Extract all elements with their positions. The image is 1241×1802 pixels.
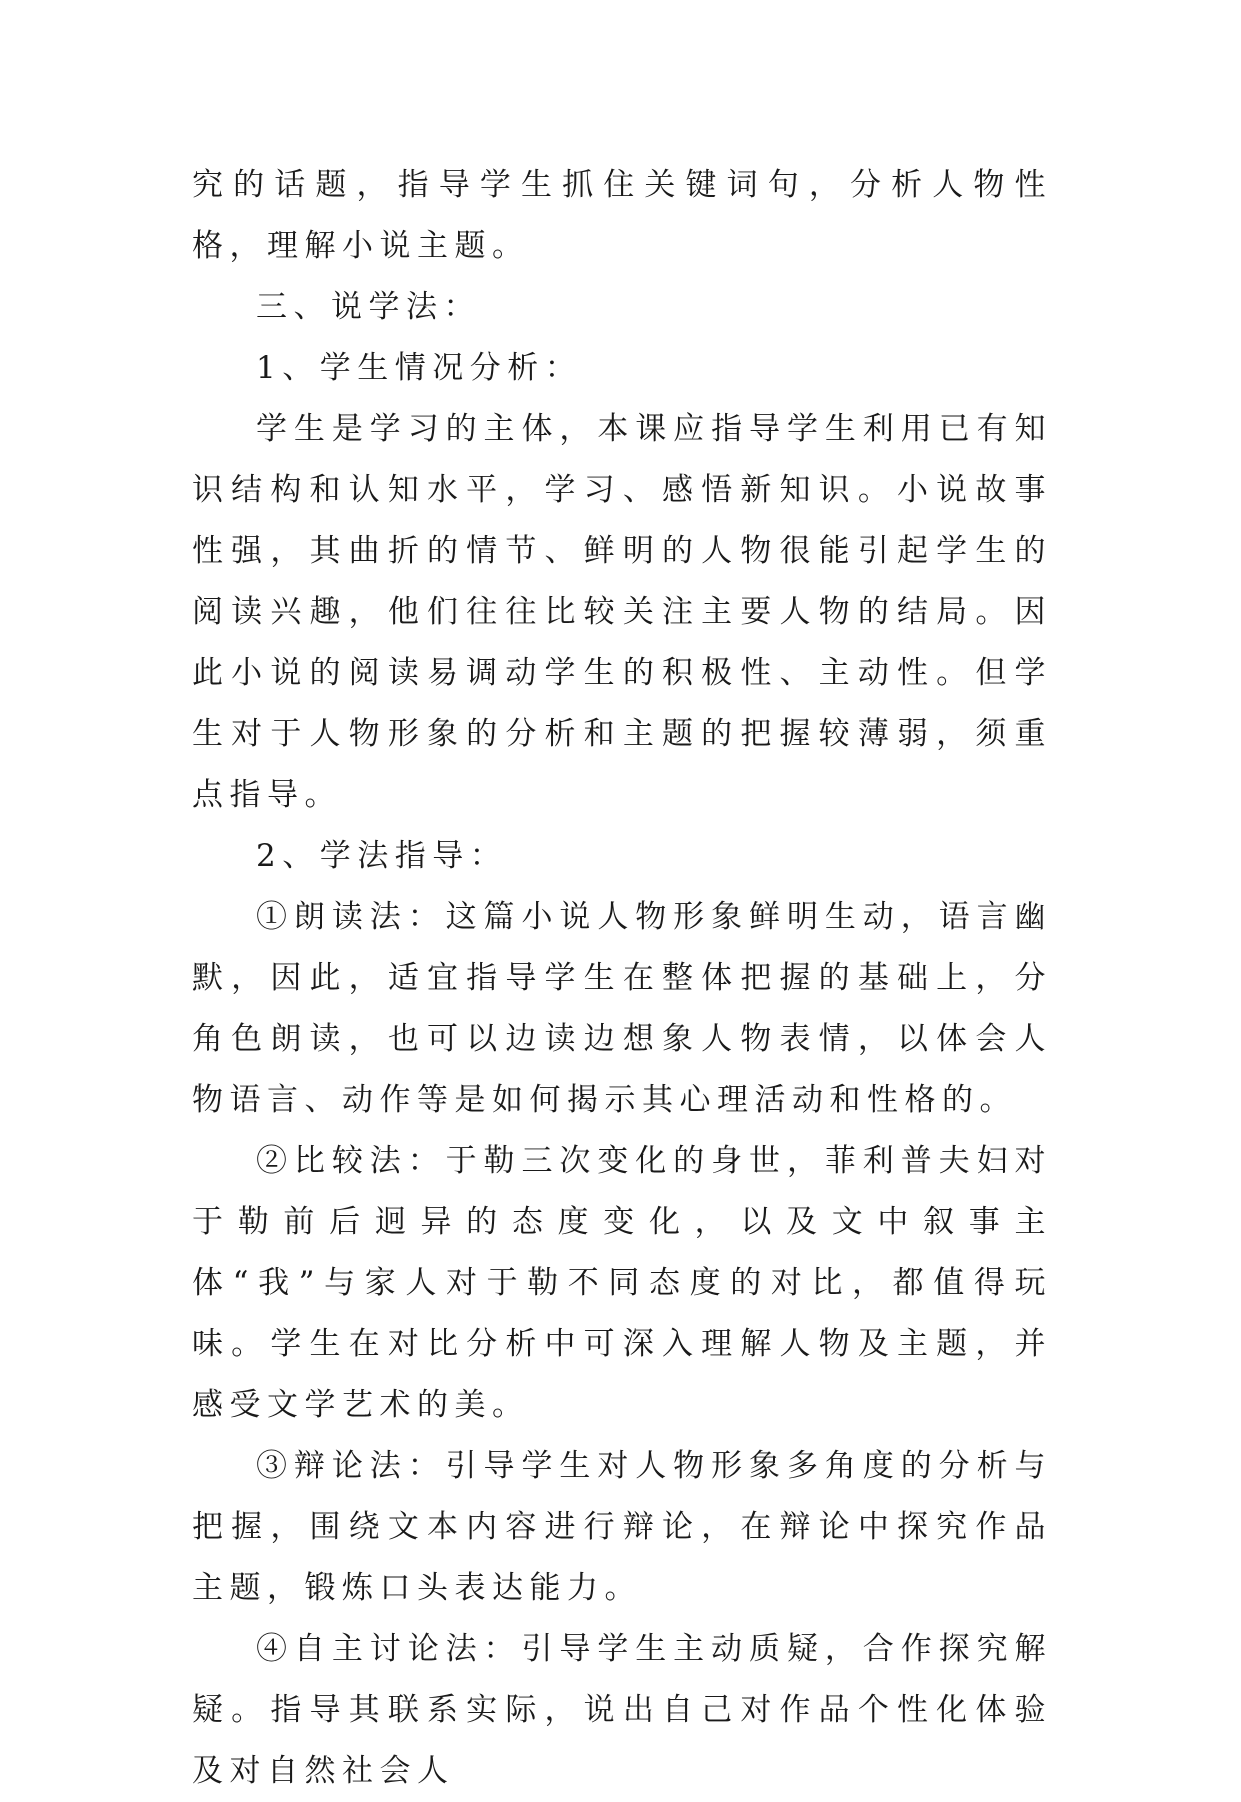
paragraph-continued-topic: 究的话题，指导学生抓住关键词句，分析人物性格，理解小说主题。 — [192, 167, 1052, 264]
paragraph-comparison-method: ②比较法：于勒三次变化的身世，菲利普夫妇对于勒前后迥异的态度变化，以及文中叙事主体“我”与家人对于勒不同态度的对比，都值得玩味。学生在对比分析中可深入理解人物及主题，并感受文学艺术的美。 — [192, 1143, 1052, 1423]
paragraph-reading-method: ①朗读法：这篇小说人物形象鲜明生动，语言幽默，因此，适宜指导学生在整体把握的基础上，分角色朗读，也可以边读边想象人物表情，以体会人物语言、动作等是如何揭示其心理活动和性格的。 — [192, 899, 1052, 1118]
paragraph-discussion-method: ④自主讨论法：引导学生主动质疑，合作探究解疑。指导其联系实际，说出自己对作品个性化体验及对自然社会人 — [192, 1631, 1052, 1789]
subheading-method-guidance: 2、学法指导： — [256, 838, 508, 874]
section-heading-learning-methods: 三、说学法： — [256, 289, 481, 325]
subheading-student-analysis: 1、学生情况分析： — [256, 350, 583, 386]
paragraph-debate-method: ③辩论法：引导学生对人物形象多角度的分析与把握，围绕文本内容进行辩论，在辩论中探究作品主题，锻炼口头表达能力。 — [192, 1448, 1052, 1606]
document-body — [192, 155, 1052, 1802]
paragraph-student-analysis: 学生是学习的主体，本课应指导学生利用已有知识结构和认知水平，学习、感悟新知识。小说故事性强，其曲折的情节、鲜明的人物很能引起学生的阅读兴趣，他们往往比较关注主要人物的结局。因此小说的阅读易调动学生的积极性、主动性。但学生对于人物形象的分析和主题的把握较薄弱，须重点指导。 — [192, 411, 1052, 813]
